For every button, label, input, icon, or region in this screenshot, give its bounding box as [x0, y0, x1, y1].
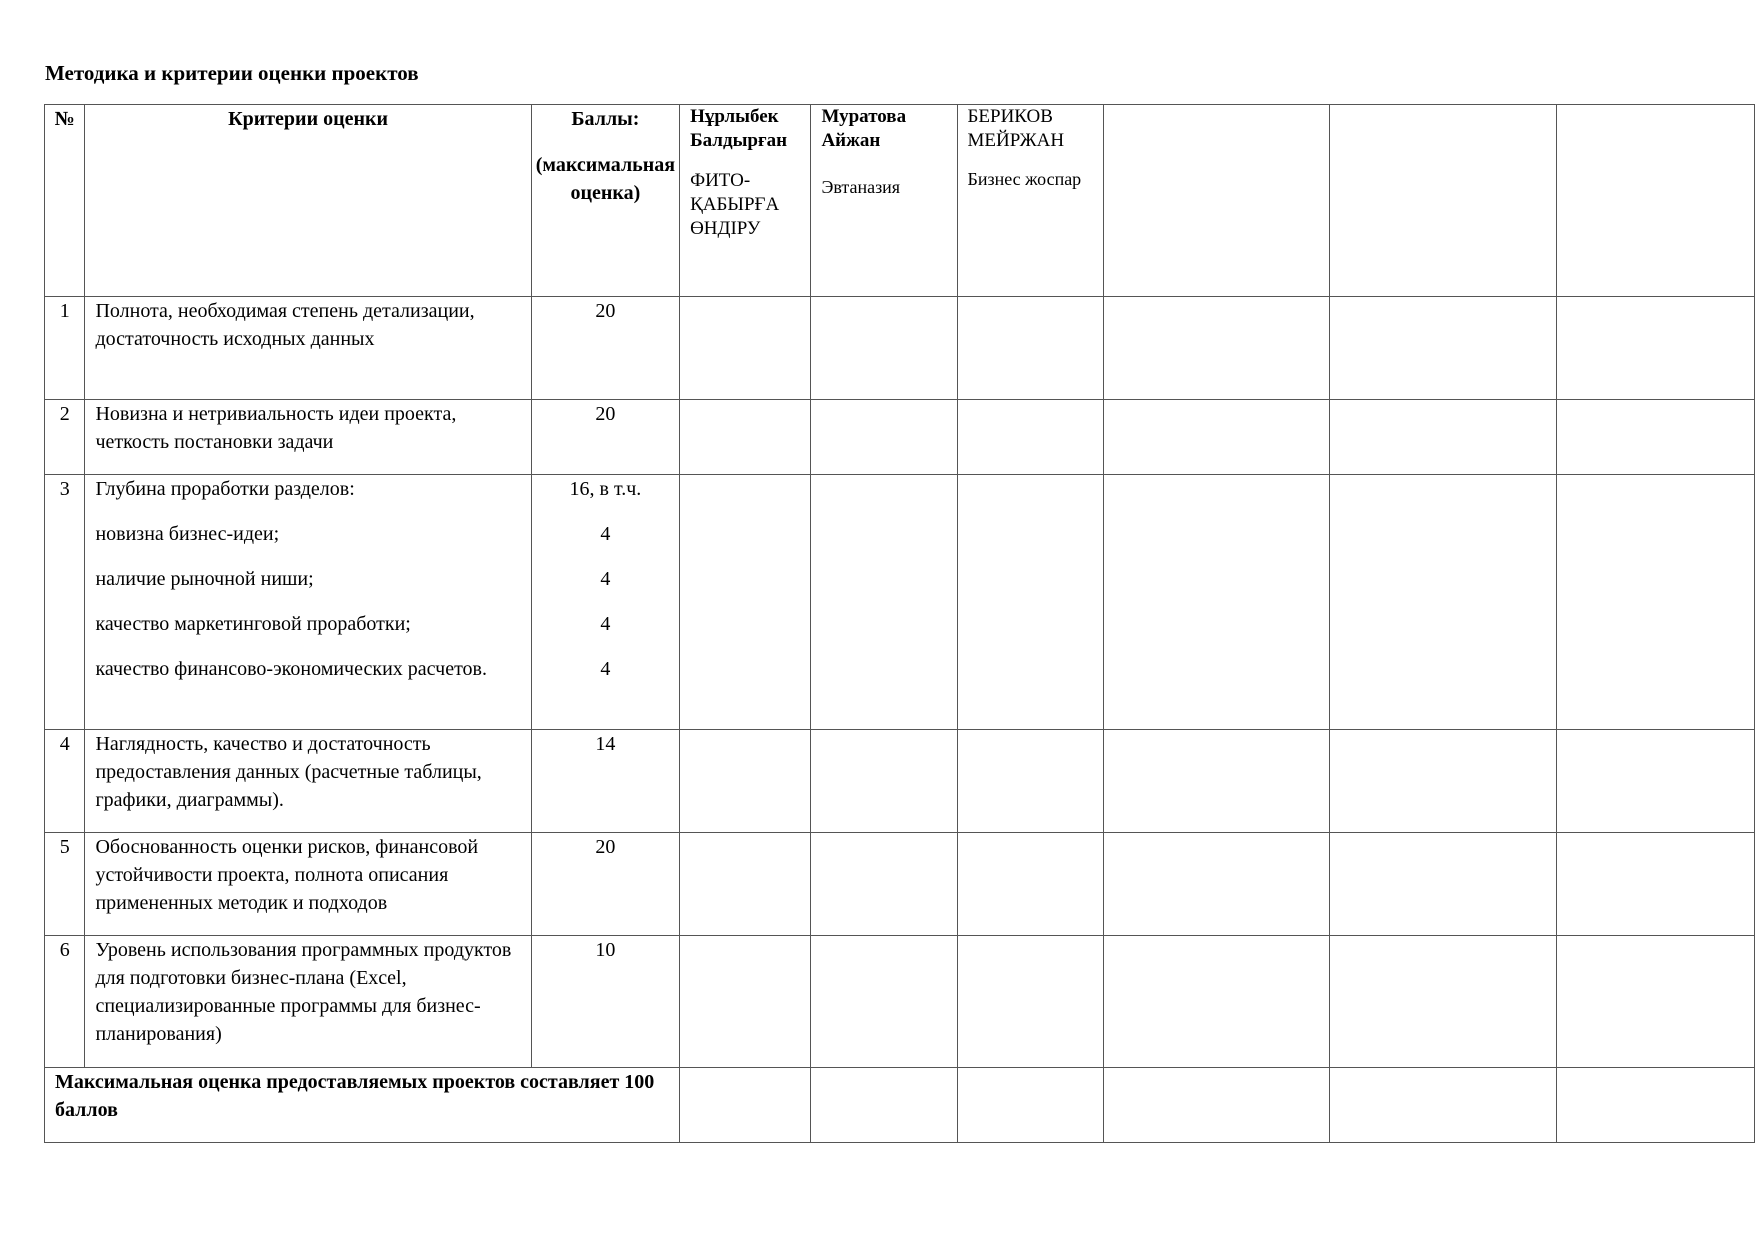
score-cell: [680, 833, 811, 936]
score-cell: [1330, 1068, 1557, 1143]
header-criteria: Критерии оценки: [85, 105, 531, 297]
candidate-name: Муратова Айжан: [821, 106, 907, 151]
score-cell: [1330, 833, 1557, 936]
score-cell: [811, 475, 957, 730]
row-points: 10: [531, 936, 679, 1068]
evaluation-criteria-table: [44, 104, 1755, 1143]
candidate-project: ФИТО-ҚАБЫРҒА ӨНДІРУ: [690, 170, 780, 239]
table-row: [45, 730, 1755, 833]
points-subitem: 4: [600, 523, 611, 545]
score-cell: [957, 1068, 1104, 1143]
row-number: 4: [45, 730, 85, 833]
row-number: 2: [45, 400, 85, 475]
score-cell: [680, 297, 811, 400]
candidate-name: Нұрлыбек Балдырған: [690, 106, 788, 151]
row-criteria: Новизна и нетривиальность идеи проекта, четкость постановки задачи: [85, 400, 531, 475]
table-row: [45, 833, 1755, 936]
score-cell: [957, 730, 1104, 833]
score-cell: [680, 400, 811, 475]
score-cell: [680, 936, 811, 1068]
score-cell: [1330, 297, 1557, 400]
row-number: 5: [45, 833, 85, 936]
candidate-column-4: [1104, 105, 1330, 297]
candidate-column-6: [1557, 105, 1755, 297]
score-cell: [1557, 730, 1755, 833]
score-cell: [1104, 730, 1330, 833]
score-cell: [811, 297, 957, 400]
header-number: №: [45, 105, 85, 297]
points-total: 16, в т.ч.: [569, 478, 642, 500]
score-cell: [1104, 1068, 1330, 1143]
table-row: [45, 475, 1755, 730]
table-header-row: [45, 105, 1755, 297]
candidate-project: Эвтаназия: [821, 177, 901, 197]
candidate-name: БЕРИКОВ МЕЙРЖАН: [967, 106, 1065, 151]
candidate-project: Бизнес жоспар: [967, 169, 1082, 189]
row-number: 3: [45, 475, 85, 730]
candidate-column-3: [957, 105, 1104, 297]
score-cell: [1330, 475, 1557, 730]
criteria-subitem: качество финансово-экономических расчетов.: [95, 658, 487, 680]
score-cell: [1330, 400, 1557, 475]
points-subitem: 4: [600, 658, 611, 680]
candidate-column-5: [1330, 105, 1557, 297]
criteria-subitem: качество маркетинговой проработки;: [95, 613, 411, 635]
row-criteria: Уровень использования программных продуктов для подготовки бизнес-плана (Excel, специализированные программы для бизнес-планирования): [85, 936, 531, 1068]
score-cell: [957, 400, 1104, 475]
score-cell: [957, 833, 1104, 936]
score-cell: [680, 475, 811, 730]
score-cell: [1330, 730, 1557, 833]
score-cell: [1104, 400, 1330, 475]
table-row: [45, 297, 1755, 400]
row-criteria: [85, 475, 531, 730]
score-cell: [1557, 297, 1755, 400]
score-cell: [1557, 936, 1755, 1068]
score-cell: [1330, 936, 1557, 1068]
score-cell: [1104, 297, 1330, 400]
candidate-column-1: [680, 105, 811, 297]
score-cell: [1557, 833, 1755, 936]
score-cell: [811, 936, 957, 1068]
score-cell: [1557, 1068, 1755, 1143]
header-points-label: Баллы:: [571, 108, 640, 130]
row-points: 14: [531, 730, 679, 833]
score-cell: [957, 475, 1104, 730]
row-number: 6: [45, 936, 85, 1068]
score-cell: [1557, 400, 1755, 475]
row-criteria: Обоснованность оценки рисков, финансовой устойчивости проекта, полнота описания примененных методик и подходов: [85, 833, 531, 936]
criteria-heading: Глубина проработки разделов:: [95, 478, 355, 500]
document-title: Методика и критерии оценки проектов: [45, 61, 419, 85]
row-criteria: Наглядность, качество и достаточность предоставления данных (расчетные таблицы, графики, диаграммы).: [85, 730, 531, 833]
row-number: 1: [45, 297, 85, 400]
score-cell: [1104, 833, 1330, 936]
header-points-note: (максимальная оценка): [535, 154, 676, 204]
points-subitem: 4: [600, 568, 611, 590]
row-criteria: Полнота, необходимая степень детализации, достаточность исходных данных: [85, 297, 531, 400]
criteria-subitem: новизна бизнес-идеи;: [95, 523, 280, 545]
row-points: 20: [531, 833, 679, 936]
score-cell: [811, 400, 957, 475]
score-cell: [811, 730, 957, 833]
candidate-column-2: [811, 105, 957, 297]
score-cell: [1104, 936, 1330, 1068]
score-cell: [957, 297, 1104, 400]
row-points: [531, 475, 679, 730]
score-cell: [1104, 475, 1330, 730]
score-cell: [957, 936, 1104, 1068]
points-subitem: 4: [600, 613, 611, 635]
max-score-note: Максимальная оценка предоставляемых проектов составляет 100 баллов: [45, 1068, 680, 1143]
table-row: [45, 936, 1755, 1068]
score-cell: [811, 1068, 957, 1143]
score-cell: [811, 833, 957, 936]
table-row: [45, 400, 1755, 475]
score-cell: [680, 1068, 811, 1143]
score-cell: [680, 730, 811, 833]
row-points: 20: [531, 297, 679, 400]
header-points: [531, 105, 679, 297]
criteria-subitem: наличие рыночной ниши;: [95, 568, 314, 590]
table-footer-row: [45, 1068, 1755, 1143]
row-points: 20: [531, 400, 679, 475]
score-cell: [1557, 475, 1755, 730]
